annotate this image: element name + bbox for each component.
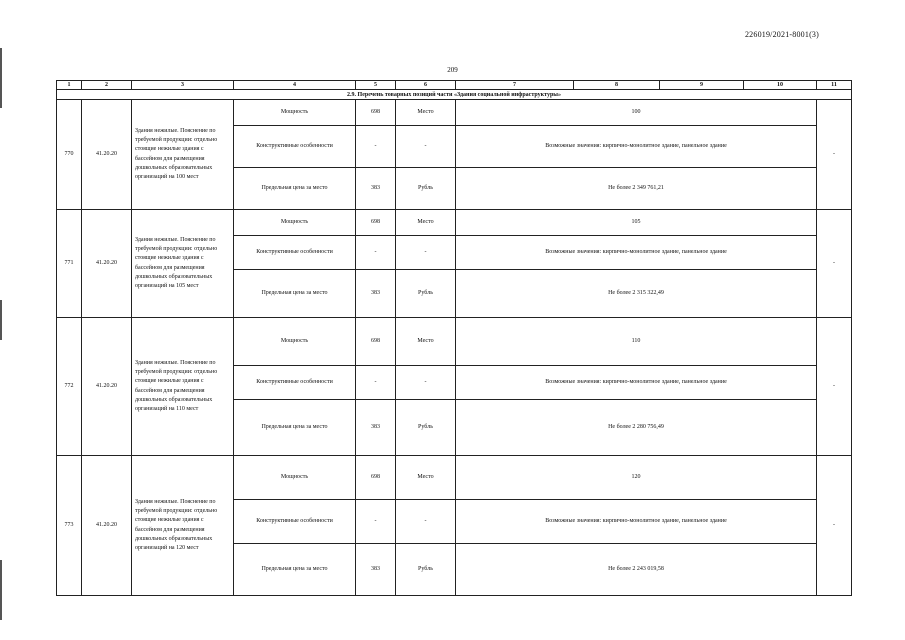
table-row (57, 210, 852, 236)
header-cell: 11 (817, 81, 852, 90)
description-cell: Здания нежилые. Пояснение по требуемой продукции: отдельно стоящие нежилые здания с бассейном для размещения дошкольных образовательных организаций на 120 мест (132, 456, 234, 596)
characteristic-value-cell: Не более 2 315 322,49 (456, 270, 817, 318)
okei-code-cell: - (356, 366, 396, 400)
header-cell: 9 (660, 81, 744, 90)
last-column-cell: - (817, 318, 852, 456)
characteristic-name-cell: Мощность (234, 100, 356, 126)
okei-code-cell: - (356, 500, 396, 544)
header-row (57, 81, 852, 90)
unit-cell: Место (396, 318, 456, 366)
last-column-cell: - (817, 456, 852, 596)
characteristic-value-cell: 110 (456, 318, 817, 366)
characteristic-value-cell: Не более 2 349 761,21 (456, 168, 817, 210)
header-cell: 4 (234, 81, 356, 90)
row-number-cell: 772 (57, 318, 82, 456)
row-number-cell: 770 (57, 100, 82, 210)
unit-cell: Рубль (396, 270, 456, 318)
header-cell: 3 (132, 81, 234, 90)
description-cell: Здания нежилые. Пояснение по требуемой продукции: отдельно стоящие нежилые здания с бассейном для размещения дошкольных образовательных организаций на 105 мест (132, 210, 234, 318)
characteristic-name-cell: Предельная цена за место (234, 400, 356, 456)
characteristic-value-cell: Возможные значения: кирпично-монолитное здание, панельное здание (456, 236, 817, 270)
characteristic-name-cell: Предельная цена за место (234, 168, 356, 210)
scan-edge-mark (0, 48, 2, 108)
header-cell: 7 (456, 81, 574, 90)
unit-cell: - (396, 500, 456, 544)
okei-code-cell: - (356, 126, 396, 168)
scan-edge-mark (0, 300, 2, 340)
okpd-code-cell: 41.20.20 (82, 100, 132, 210)
last-column-cell: - (817, 100, 852, 210)
characteristic-name-cell: Предельная цена за место (234, 544, 356, 596)
characteristic-value-cell: Возможные значения: кирпично-монолитное здание, панельное здание (456, 366, 817, 400)
okei-code-cell: 698 (356, 100, 396, 126)
products-table (56, 80, 852, 596)
header-cell: 8 (574, 81, 660, 90)
okei-code-cell: 383 (356, 168, 396, 210)
characteristic-value-cell: Не более 2 243 019,58 (456, 544, 817, 596)
last-column-cell: - (817, 210, 852, 318)
unit-cell: Место (396, 100, 456, 126)
okpd-code-cell: 41.20.20 (82, 318, 132, 456)
okei-code-cell: 698 (356, 318, 396, 366)
unit-cell: Рубль (396, 168, 456, 210)
unit-cell: - (396, 126, 456, 168)
characteristic-value-cell: Возможные значения: кирпично-монолитное здание, панельное здание (456, 126, 817, 168)
page-number: 209 (447, 66, 458, 74)
okei-code-cell: - (356, 236, 396, 270)
row-number-cell: 773 (57, 456, 82, 596)
characteristic-name-cell: Предельная цена за место (234, 270, 356, 318)
header-cell: 10 (744, 81, 817, 90)
characteristic-name-cell: Мощность (234, 318, 356, 366)
section-row (57, 90, 852, 100)
row-number-cell: 771 (57, 210, 82, 318)
okei-code-cell: 383 (356, 544, 396, 596)
unit-cell: Место (396, 210, 456, 236)
table-row (57, 456, 852, 500)
okpd-code-cell: 41.20.20 (82, 456, 132, 596)
characteristic-name-cell: Конструктивные особенности (234, 500, 356, 544)
header-cell: 5 (356, 81, 396, 90)
characteristic-name-cell: Мощность (234, 210, 356, 236)
description-cell: Здания нежилые. Пояснение по требуемой продукции: отдельно стоящие нежилые здания с бассейном для размещения дошкольных образовательных организаций на 110 мест (132, 318, 234, 456)
header-cell: 6 (396, 81, 456, 90)
unit-cell: - (396, 236, 456, 270)
characteristic-value-cell: 120 (456, 456, 817, 500)
table-row (57, 100, 852, 126)
characteristic-name-cell: Конструктивные особенности (234, 366, 356, 400)
table-row (57, 318, 852, 366)
registry-number: 226019/2021-8001(3) (744, 30, 819, 39)
characteristic-name-cell: Конструктивные особенности (234, 126, 356, 168)
unit-cell: Рубль (396, 544, 456, 596)
characteristic-value-cell: Возможные значения: кирпично-монолитное здание, панельное здание (456, 500, 817, 544)
characteristic-name-cell: Мощность (234, 456, 356, 500)
unit-cell: Рубль (396, 400, 456, 456)
okei-code-cell: 698 (356, 210, 396, 236)
scan-edge-mark (0, 560, 2, 620)
characteristic-value-cell: Не более 2 280 756,49 (456, 400, 817, 456)
header-cell: 2 (82, 81, 132, 90)
header-cell: 1 (57, 81, 82, 90)
characteristic-value-cell: 100 (456, 100, 817, 126)
characteristic-value-cell: 105 (456, 210, 817, 236)
okei-code-cell: 698 (356, 456, 396, 500)
unit-cell: - (396, 366, 456, 400)
description-cell: Здания нежилые. Пояснение по требуемой продукции: отдельно стоящие нежилые здания с бассейном для размещения дошкольных образовательных организаций на 100 мест (132, 100, 234, 210)
section-title: 2.9. Перечень товарных позиций части «Здания социальной инфраструктуры» (57, 90, 852, 100)
characteristic-name-cell: Конструктивные особенности (234, 236, 356, 270)
okei-code-cell: 383 (356, 400, 396, 456)
unit-cell: Место (396, 456, 456, 500)
okei-code-cell: 383 (356, 270, 396, 318)
okpd-code-cell: 41.20.20 (82, 210, 132, 318)
